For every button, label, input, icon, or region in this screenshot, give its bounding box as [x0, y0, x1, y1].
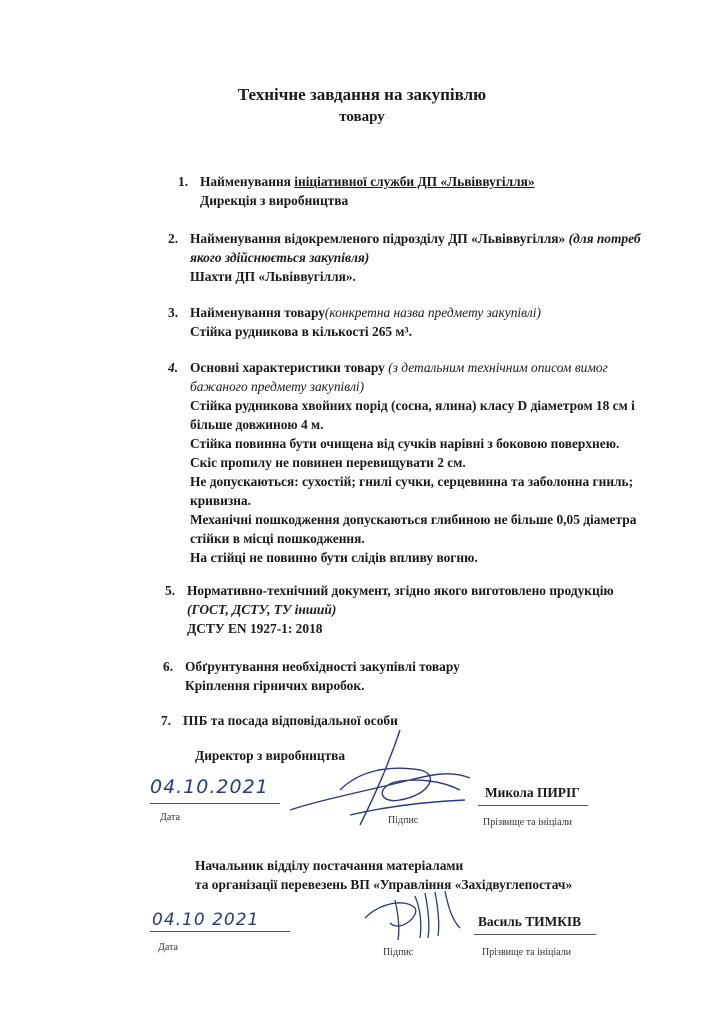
section-6-value: Кріплення гірничих виробок. — [185, 678, 365, 693]
spec-line: Не допускаються: сухостій; гнилі сучки, серцевинна та заболонна гниль; — [190, 474, 634, 489]
document-title — [0, 84, 724, 128]
title-line-1: Технічне завдання на закупівлю — [237, 85, 487, 104]
title-line-2: товару — [339, 109, 385, 125]
section-number: 3. — [168, 305, 179, 320]
signer-1-sign-caption: Підпис — [388, 815, 419, 826]
section-2 — [168, 229, 641, 286]
section-2-label: Найменування відокремленого підрозділу ДП «Львіввугілля» — [190, 231, 566, 246]
signer-2-date-caption: Дата — [158, 942, 178, 953]
signer-2-name-caption: Прізвище та ініціали — [482, 947, 571, 958]
signer-1-date: 04.10.2021 — [150, 776, 269, 798]
signer-1-date-caption: Дата — [160, 812, 180, 823]
section-number: 7. — [161, 713, 172, 728]
signer-1-date-line — [150, 803, 280, 804]
section-7-label: ПІБ та посада відповідальної особи — [183, 713, 398, 728]
signer-2-date: 04.10 2021 — [152, 910, 260, 930]
section-4-note-1: (з детальним технічним описом вимог — [388, 360, 608, 375]
section-5-note: (ГОСТ, ДСТУ, ТУ інший) — [187, 602, 337, 617]
section-number: 6. — [163, 659, 174, 674]
section-2-value: Шахти ДП «Львіввугілля». — [190, 269, 356, 284]
section-number: 5. — [165, 583, 176, 598]
section-3-note: (конкретна назва предмету закупівлі) — [324, 305, 541, 320]
section-4-note-2: бажаного предмету закупівлі) — [190, 379, 365, 394]
signer-1-position: Директор з виробництва — [195, 748, 346, 763]
section-1-value: Дирекція з виробництва — [200, 193, 349, 208]
signer-2-position-line-1: Начальник відділу постачання матеріалами — [195, 858, 464, 873]
signer-2-sign-caption: Підпис — [383, 947, 414, 958]
section-number: 4. — [168, 360, 179, 375]
section-3 — [168, 303, 541, 341]
section-5 — [165, 581, 614, 638]
section-2-note-1: (для потреб — [568, 231, 641, 246]
spec-line: Механічні пошкодження допускаються глибиною не більше 0,05 діаметра — [190, 512, 637, 527]
section-1-label-underlined: ініціативної служби ДП «Львіввугілля» — [294, 174, 535, 189]
signer-1-name-line — [478, 805, 588, 806]
spec-line: стійки в місці пошкодження. — [190, 531, 365, 546]
section-6 — [163, 657, 460, 695]
signer-1-name-caption: Прізвище та ініціали — [483, 817, 572, 828]
signer-1-name: Микола ПИРІГ — [485, 785, 580, 800]
spec-line: Стійка повинна бути очищена від сучків нарівні з боковою поверхнею. — [190, 436, 620, 451]
section-1-label: Найменування — [200, 174, 291, 189]
spec-line: На стійці не повинно бути слідів впливу вогню. — [190, 550, 478, 565]
section-number: 1. — [178, 174, 189, 189]
section-3-label: Найменування товару — [190, 305, 325, 320]
signer-2-position-line-2: та організації перевезень ВП «Управління «Західвуглепостач» — [195, 877, 573, 892]
signer-2-signature — [360, 888, 470, 948]
signer-2-date-line — [150, 931, 290, 932]
signer-2-name: Василь ТИМКІВ — [478, 914, 582, 929]
section-number: 2. — [168, 231, 179, 246]
signer-2-name-line — [474, 934, 596, 935]
section-2-note-2: якого здійснюється закупівля) — [190, 250, 370, 265]
section-3-value: Стійка рудникова в кількості 265 м³. — [190, 324, 412, 339]
section-4 — [168, 358, 637, 567]
spec-line: більше довжиною 4 м. — [190, 417, 324, 432]
spec-line: кривизна. — [190, 493, 251, 508]
section-4-label: Основні характеристики товару — [190, 360, 385, 375]
section-5-value: ДСТУ EN 1927-1: 2018 — [187, 621, 323, 636]
spec-line: Скіс пропилу не повинен перевищувати 2 см. — [190, 455, 466, 470]
section-1 — [178, 172, 535, 210]
signer-1-signature — [280, 700, 480, 840]
section-6-label: Обґрунтування необхідності закупівлі товару — [185, 659, 460, 674]
section-5-label: Нормативно-технічний документ, згідно якого виготовлено продукцію — [187, 583, 614, 598]
spec-line: Стійка рудникова хвойних порід (сосна, ялина) класу D діаметром 18 см і — [190, 398, 635, 413]
